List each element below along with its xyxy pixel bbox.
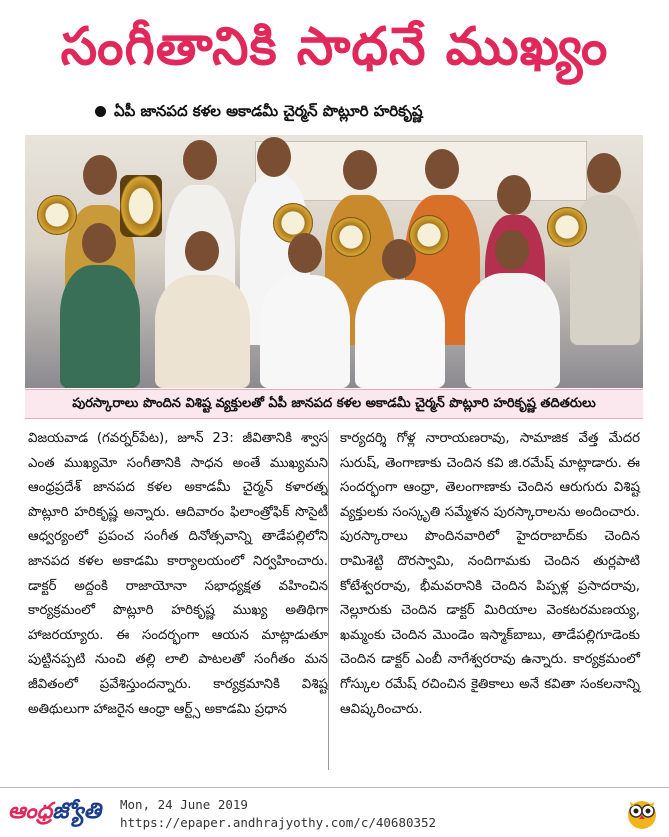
article-paragraph: కార్యదర్శి గోళ్ల నారాయణరావు, సామాజిక వేత్త మేదర సురుష్, తెంగాణాకు చెందిన కవి జి.రమేష్ మాట్లాడారు. ఈ సందర్భంగా ఆంధ్రా, తెలంగాణాకు చెందిన ఆరుగురు విశిష్ట వ్యక్తులకు సంస్కృతి సమ్మేళన పురస్కారాలను అందించారు. పురస్కారాలు పొందినవారిలో హైదరాబాద్‌కు చెందిన రామిశెట్టి దొరస్వామి, నందిగామకు చెందిన తుర్లపాటి కోటేశ్వరరావు, భీమవరానికి చెందిన పిప్పళ్ల ప్రసాదరావు, నెల్లూరుకు చెందిన డాక్టర్ మిరియాల వెంకటరమణయ్య, ఖమ్మంకు చెందిన మొండెం ఇస్మాక్‌బాబు, తాడేపల్లిగూడెంకు చెందిన డాక్టర్ ఎంబీ నాగేశ్వరరావు ఉన్నారు. కార్యక్రమంలో గోస్కుల రమేష్ రచించిన కైతికాలు అనే కవితా సంకలనాన్ని ఆవిష్కరించారు.: [340, 431, 640, 717]
seated-person: [465, 273, 560, 388]
seated-person: [60, 265, 140, 388]
bullet-icon: [95, 106, 106, 117]
article-paragraph: విజయవాడ (గవర్నర్‌పేట), జూన్ 23: జీవితానికి శ్వాస ఎంత ముఖ్యమో సంగీతానికి సాధన అంతే ముఖ్యమని ఆంధ్రప్రదేశ్ జానపద కళల అకాడమీ చైర్మన్ కళారత్న పొట్లూరి హరికృష్ణ అన్నారు. ఆదివారం ఫిలాంత్రోఫిక్ సొసైటీ ఆధ్వర్యంలో ప్రపంచ సంగీత దినోత్సవాన్ని తాడేపల్లిలోని జానపద కళల అకాడమి కార్యాలయంలో నిర్వహించారు. డాక్టర్ అద్దంకి రాజాయోనా సభాధ్యక్షత వహించిన కార్యక్రమంలో పొట్లూరి హరికృష్ణ ముఖ్య అతిథిగా హాజరయ్యారు. ఈ సందర్భంగా ఆయన మాట్లాడుతూ పుట్టినప్పటి నుంచి తల్లి లాలి పాటలతో సంగీతం మన జీవితంలో ప్రవేశిస్తుందన్నారు. కార్యక్రమానికి విశిష్ట అతిథులుగా హాజరైన ఆంధ్రా ఆర్ట్స్ అకాడమి ప్రధాన: [28, 431, 328, 717]
person-head: [257, 137, 291, 177]
award-plaque: [37, 195, 77, 235]
photo-caption: పురస్కారాలు పొందిన విశిష్ట వ్యక్తులతో ఏపీ జానపద కళల అకాడమీ చైర్మన్ పొట్లూరి హరికృష్ణ తదితరులు: [25, 389, 643, 419]
person-head: [185, 231, 219, 271]
person-head: [82, 223, 116, 263]
subheadline: [95, 96, 655, 126]
subheadline-text: ఏపీ జానపద కళల అకాడమీ చైర్మన్ పొట్లూరి హరికృష్ణ: [114, 102, 423, 120]
event-banner: [255, 141, 587, 201]
owl-icon: [625, 796, 659, 830]
person-head: [183, 140, 217, 180]
newspaper-logo: [8, 795, 108, 829]
person-head: [495, 230, 529, 270]
person-head: [497, 175, 531, 215]
seated-person: [260, 275, 350, 388]
person-head: [587, 153, 621, 193]
seated-person: [355, 280, 445, 388]
logo-part-primary: ఆంధ్ర: [8, 799, 53, 824]
person-head: [382, 239, 416, 279]
epaper-url[interactable]: https://epaper.andhrajyothy.com/c/40680352: [120, 815, 437, 830]
seated-person: [155, 275, 250, 388]
person-head: [83, 155, 117, 195]
edition-date: Mon, 24 June 2019: [120, 797, 248, 812]
award-plaque: [331, 217, 371, 257]
award-plaque: [409, 215, 449, 255]
article-column-left: [28, 427, 328, 775]
person-head: [343, 150, 377, 190]
column-divider: [328, 430, 329, 770]
logo-part-secondary: జ్యోతి: [52, 799, 101, 824]
person-head: [425, 149, 459, 189]
award-plaque: [120, 175, 162, 237]
footer-divider: [0, 787, 669, 788]
person-head: [288, 233, 322, 273]
award-plaque: [547, 207, 587, 247]
headline: సంగీతానికి సాధనే ముఖ్యం: [60, 17, 609, 77]
article-column-right: [340, 427, 640, 775]
news-photo: [25, 135, 643, 388]
